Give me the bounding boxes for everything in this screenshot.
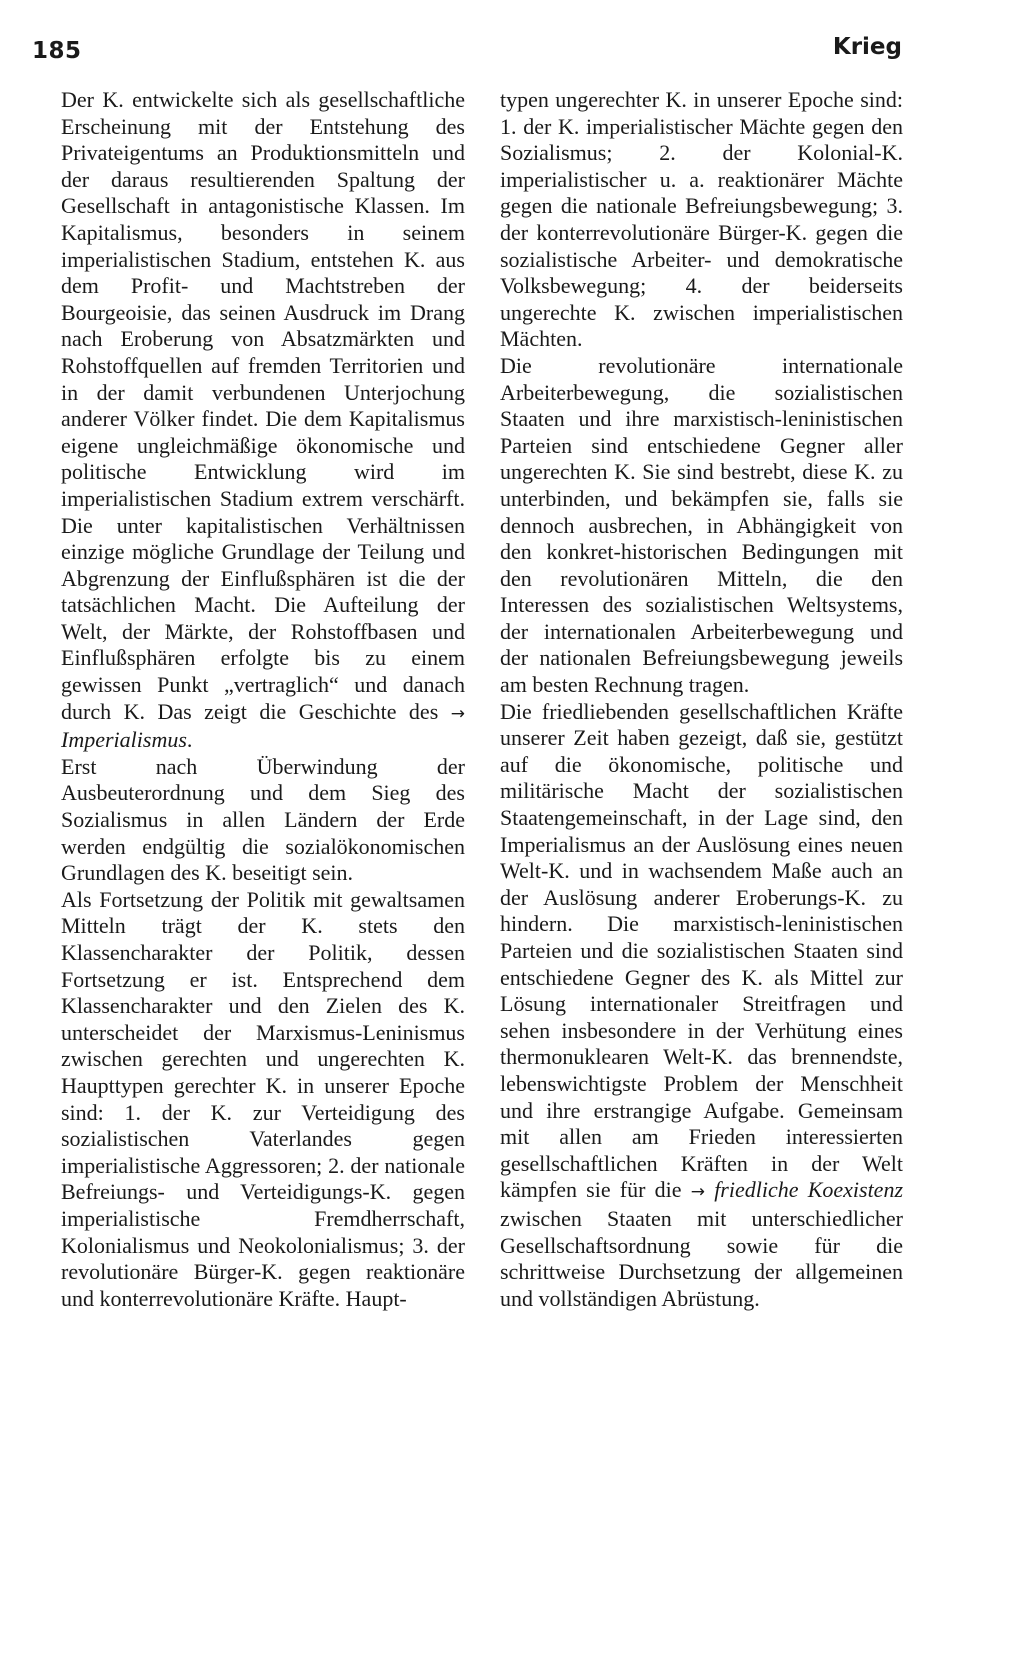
cross-reference-arrow-icon: → xyxy=(450,703,465,724)
cross-reference-friedliche-koexistenz[interactable]: friedliche Koexistenz xyxy=(714,1177,904,1203)
running-head: Krieg xyxy=(832,34,902,60)
paragraph: Die revolutionäre internationale Arbeiterbewegung, die sozialistischen Staaten und ihre marxistisch-leninistischen Parteien sind entschiedene Gegner aller ungerechten K. Sie sind bestrebt, diese K. zu unterbinden, und bekämpfen sie, falls sie dennoch ausbrechen, in Abhängigkeit von den konkret-historischen Bedingungen mit den revolutionären Mitteln, die den Interessen des sozialistischen Weltsystems, der internationalen Arbeiterbewegung und der nationalen Befreiungsbewegung jeweils am besten Rechnung tragen. xyxy=(500,352,903,698)
paragraph xyxy=(61,87,465,754)
paragraph xyxy=(500,699,903,1313)
cross-reference-arrow-icon: → xyxy=(690,1182,705,1203)
paragraph-end: . xyxy=(186,727,193,753)
paragraph-text: Die friedliebenden gesellschaftlichen Kräfte unserer Zeit haben gezeigt, daß sie, gestützt auf die ökonomische, politische und militärische Macht der sozialistischen Staatengemeinschaft, in der Lage sind, den Imperialismus an der Auslösung eines neuen Welt-K. und in wachsendem Maße auch an der Auslösung anderer Eroberungs-K. zu hindern. Die marxistisch-leninistischen Parteien und die sozialistischen Staaten sind entschiedene Gegner des K. als Mittel zur Lösung internationaler Streitfragen und sehen insbesondere in der Verhütung eines thermonuklearen Welt-K. das brennendste, lebenswichtigste Problem der Menschheit und ihre erstrangige Aufgabe. Gemeinsam mit allen am Frieden interessierten gesellschaftlichen Kräften in der Welt kämpfen sie für die xyxy=(500,698,903,1203)
cross-reference-imperialismus[interactable]: Imperialismus xyxy=(61,727,187,753)
paragraph: typen ungerechter K. in unserer Epoche sind: 1. der K. imperialistischer Mächte gegen den Sozialismus; 2. der Kolonial-K. imperialistischer u. a. reaktionärer Mächte gegen die nationale Befreiungsbewegung; 3. der konterrevolutionäre Bürger-K. gegen die sozialistische Arbeiter- und demokratische Volksbewegung; 4. der beiderseits ungerechte K. zwischen imperialistischen Mächten. xyxy=(500,87,903,352)
paragraph-text: Der K. entwickelte sich als gesellschaftliche Erscheinung mit der Entstehung des Privateigentums an Produktionsmitteln und der daraus resultierenden Spaltung der Gesellschaft in antagonistische Klassen. Im Kapitalismus, besonders in seinem imperialistischen Stadium, entstehen K. aus dem Profit- und Machtstreben der Bourgeoisie, das seinen Ausdruck im Drang nach Eroberung von Absatzmärkten und Rohstoffquellen auf fremden Territorien und in der damit verbundenen Unterjochung anderer Völker findet. Die dem Kapitalismus eigene ungleichmäßige ökonomische und politische Entwicklung wird im imperialistischen Stadium extrem verschärft. Die unter kapitalistischen Verhältnissen einzige mögliche Grundlage der Teilung und Abgrenzung der Einflußsphären ist die der tatsächlichen Macht. Die Aufteilung der Welt, der Märkte, der Rohstoffbasen und Einflußsphären erfolgte bis zu einem gewissen Punkt „vertraglich“ und danach durch K. Das zeigt die Geschichte des xyxy=(61,87,465,724)
paragraph-end: zwischen Staaten mit unterschiedlicher Gesellschaftsordnung sowie für die schrittweise Durchsetzung der allgemeinen und vollständigen Abrüstung. xyxy=(500,1205,903,1311)
right-column xyxy=(500,87,903,1312)
paragraph: Als Fortsetzung der Politik mit gewaltsamen Mitteln trägt der K. stets den Klassencharakter der Politik, dessen Fortsetzung er ist. Entsprechend dem Klassencharakter und den Zielen des K. unterscheidet der Marxismus-Leninismus zwischen gerechten und ungerechten K. Haupttypen gerechter K. in unserer Epoche sind: 1. der K. zur Verteidigung des sozialistischen Vaterlandes gegen imperialistische Aggressoren; 2. der nationale Befreiungs- und Verteidigungs-K. gegen imperialistische Fremdherrschaft, Kolonialismus und Neokolonialismus; 3. der revolutionäre Bürger-K. gegen reaktionäre und konterrevolutionäre Kräfte. Haupt- xyxy=(61,886,465,1311)
left-column xyxy=(61,87,465,1312)
paragraph: Erst nach Überwindung der Ausbeuterordnung und dem Sieg des Sozialismus in allen Ländern der Erde werden endgültig die sozialökonomischen Grundlagen des K. beseitigt sein. xyxy=(61,753,465,886)
page-number: 185 xyxy=(32,38,82,64)
